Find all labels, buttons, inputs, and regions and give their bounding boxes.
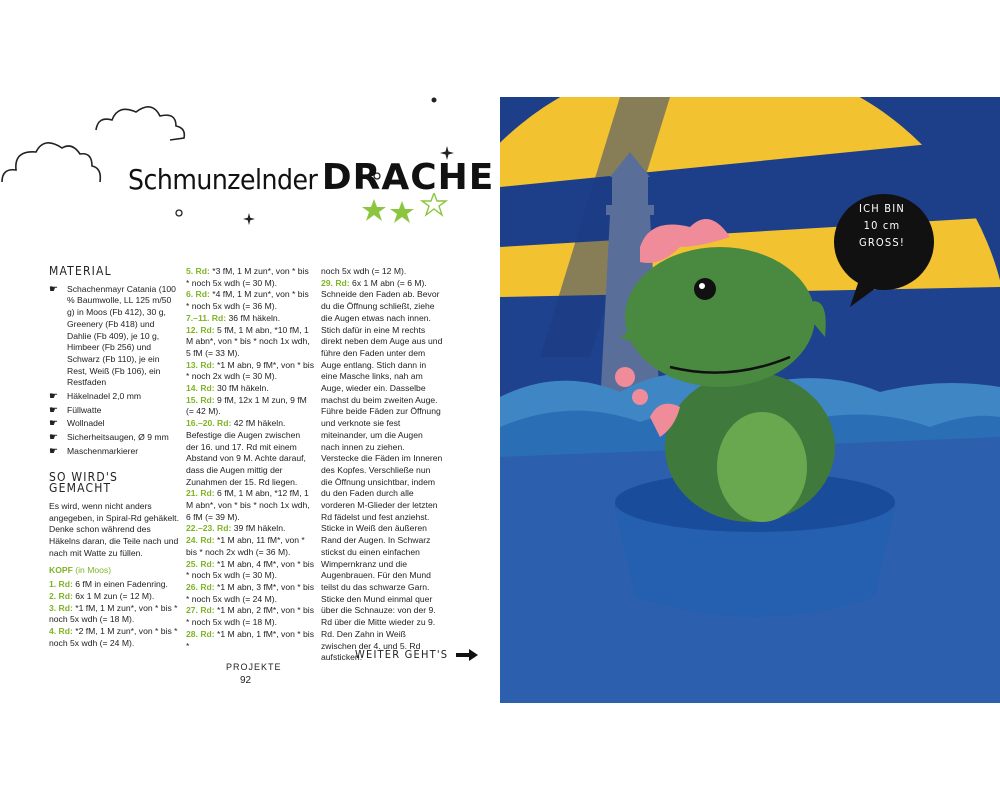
row-item: 29. Rd: 6x 1 M abn (= 6 M). xyxy=(321,277,427,288)
dot-icon xyxy=(430,96,438,104)
star-icon xyxy=(362,199,386,221)
list-item: ☛ Häkelnadel 2,0 mm xyxy=(49,391,142,403)
row-item: 25. Rd: *1 M abn, 4 fM*, von * bis * noch 5x wdh (= 30 M). xyxy=(186,558,315,581)
arrow-right-icon xyxy=(456,649,478,661)
speech-bubble-text: ICH BIN 10 cm GROSS! xyxy=(858,202,906,249)
list-item: ☛ Wollnadel xyxy=(49,418,105,430)
row-item: 27. Rd: *1 M abn, 2 fM*, von * bis * noch 5x wdh (= 18 M). xyxy=(186,605,315,628)
page-title xyxy=(128,157,494,198)
section-kopf: KOPF (in Moos) xyxy=(49,565,112,576)
column-1 xyxy=(49,266,181,649)
row-item: 1. Rd: 6 fM in einen Fadenring. xyxy=(49,579,168,590)
rows-col1 xyxy=(49,579,181,649)
row-continuation: noch 5x wdh (= 12 M). xyxy=(321,266,407,276)
star-icon xyxy=(422,193,446,215)
instruction-text: Sticke in Weiß den äußeren Rand der Augen. In Schwarz stickst du einen einfachen Wimpernkranz und die Augenbrauen. Für den Mund teilst du das schwarze Garn. Sticke den Mund einmal quer über die Schnauze: von der 9. Rd über die Mitte wieder zu 9. Rd. Den Zahn in Weiß zwischen der 4. und 5. Rd aufsticken. xyxy=(321,523,436,663)
page-number: 92 xyxy=(240,675,252,686)
dragon-photo xyxy=(500,97,1000,703)
pointing-hand-icon: ☛ xyxy=(49,391,58,403)
pointing-hand-icon: ☛ xyxy=(49,418,58,430)
pointing-hand-icon: ☛ xyxy=(49,445,58,457)
next-page-link[interactable]: WEITER GEHT'S xyxy=(355,648,478,661)
sparkle-icon xyxy=(243,213,255,225)
row-item: 2. Rd: 6x 1 M zun (= 12 M). xyxy=(49,590,155,601)
row-item: 7.–11. Rd: 36 fM häkeln. xyxy=(186,312,281,323)
row-item: 15. Rd: 9 fM, 12x 1 M zun, 9 fM (= 42 M). xyxy=(186,394,307,417)
list-item: ☛ Füllwatte xyxy=(49,404,102,416)
row-item: 26. Rd: *1 M abn, 3 fM*, von * bis * noch 5x wdh (= 24 M). xyxy=(186,581,315,604)
row-item: 4. Rd: *2 fM, 1 M zun*, von * bis * noch 5x wdh (= 24 M). xyxy=(49,625,178,648)
pointing-hand-icon: ☛ xyxy=(49,432,58,444)
column-3 xyxy=(321,266,443,664)
list-item: ☛ Sicherheitsaugen, Ø 9 mm xyxy=(49,432,169,444)
row-item: 6. Rd: *4 fM, 1 M zun*, von * bis * noch 5x wdh (= 36 M). xyxy=(186,289,309,312)
pointing-hand-icon: ☛ xyxy=(49,283,58,295)
row-item: 16.–20. Rd: 42 fM häkeln. Befestige die Augen zwischen der 16. und 17. Rd mit einem Abstand von 9 M. Achte darauf, dass die Augen mittig der Zunahmen der 15. Rd liegen. xyxy=(186,418,306,487)
instruction-text: Schneide den Faden ab. Bevor du die Öffnung schließt, ziehe die Augen etwas nach innen. Stich dafür in eine M rechts direkt neben dem Auge aus und führe den Faden unter dem Auge entlang. Stich dann in eine Masche links, nah am Auge, wieder ein. Dasselbe machst du beim zweiten Auge. Führe beide Fäden zur Öffnung und verknote sie fest miteinander, um die Augen nach innen zu ziehen. Verstecke die Fäden im Inneren des Kopfes. Verschließe nun die Öffnung unsichtbar, indem du den Faden durch alle vorderen M-Glieder der letzten Rd fädelst und fest anziehst. xyxy=(321,289,443,522)
row-item: 24. Rd: *1 M abn, 11 fM*, von * bis * noch 2x wdh (= 36 M). xyxy=(186,535,305,557)
row-item: 12. Rd: 5 fM, 1 M abn, *10 fM, 1 M abn*, von * bis * noch 1x wdh, 5 fM (= 33 M). xyxy=(186,324,310,358)
row-item: 28. Rd: *1 M abn, 1 fM*, von * bis * xyxy=(186,628,315,651)
column-2 xyxy=(186,266,314,652)
row-item: 13. Rd: *1 M abn, 9 fM*, von * bis * noch 2x wdh (= 30 M). xyxy=(186,359,315,382)
row-item: 21. Rd: 6 fM, 1 M abn, *12 fM, 1 M abn*, von * bis * noch 1x wdh, 6 fM (= 39 M). xyxy=(186,488,310,522)
row-item: 3. Rd: *1 fM, 1 M zun*, von * bis * noch 5x wdh (= 18 M). xyxy=(49,602,178,625)
material-heading: MATERIAL xyxy=(49,264,112,278)
title-part2: DRACHE xyxy=(321,157,495,198)
list-item: ☛ Maschenmarkierer xyxy=(49,445,139,457)
list-item: ☛ Schachenmayr Catania (100 % Baumwolle, LL 125 m/50 g) in Moos (Fb 412), 30 g, Greenery (Fb 418) und Dahlie (Fb 409), je 10 g, Himbeer (Fb 256) und Schwarz (Fb 110), je ein Rest, Weiß (Fb 106), ein Restfaden xyxy=(49,283,176,388)
rating-stars xyxy=(360,193,450,229)
pointing-hand-icon: ☛ xyxy=(49,404,58,416)
star-icon xyxy=(390,201,414,223)
title-part1: Schmunzelnder xyxy=(128,163,318,196)
footer-category: PROJEKTE xyxy=(226,662,282,672)
circle-icon xyxy=(174,208,184,218)
row-item: 22.–23. Rd: 39 fM häkeln. xyxy=(186,523,286,534)
row-item: 5. Rd: *3 fM, 1 M zun*, von * bis * noch 5x wdh (= 30 M). xyxy=(186,266,309,288)
howto-heading: SO WIRD'S GEMACHT xyxy=(49,469,119,496)
row-item: 14. Rd: 30 fM häkeln. xyxy=(186,383,269,394)
howto-text: Es wird, wenn nicht anders angegeben, in Spiral-Rd gehäkelt. Denke schon während des Häkelns daran, die Teile nach und nach mit Watte zu füllen. xyxy=(49,500,179,558)
